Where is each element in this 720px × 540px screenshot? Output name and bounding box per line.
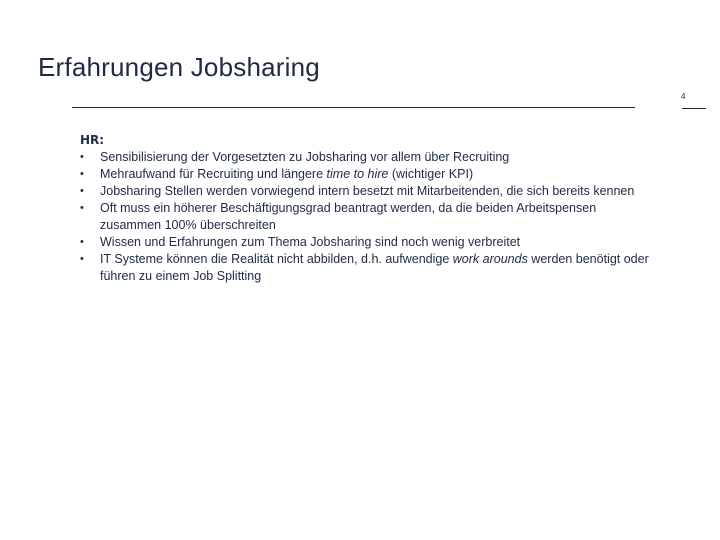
- section-label: HR:: [80, 133, 105, 147]
- bullet-list: [80, 149, 650, 285]
- item-text-after: (wichtiger KPI): [388, 167, 474, 181]
- bullet-icon: •: [80, 185, 84, 197]
- page-number-underline: [682, 108, 706, 109]
- item-text: Sensibilisierung der Vorgesetzten zu Jobsharing vor allem über Recruiting: [100, 150, 510, 164]
- page-number: 4: [681, 92, 686, 101]
- item-text: Mehraufwand für Recruiting und längere: [100, 167, 327, 181]
- item-emphasis: time to hire: [326, 167, 389, 181]
- title-divider: [72, 107, 635, 108]
- item-text: Wissen und Erfahrungen zum Thema Jobsharing sind noch wenig verbreitet: [100, 235, 521, 249]
- item-emphasis: work arounds: [452, 252, 528, 266]
- list-item: [80, 200, 650, 234]
- item-text: Oft muss ein höherer Beschäftigungsgrad beantragt werden, da die beiden Arbeitspensen zusammen 100% überschreiten: [100, 201, 597, 232]
- bullet-icon: •: [80, 236, 84, 248]
- content-body: [80, 132, 650, 285]
- bullet-icon: •: [80, 151, 84, 163]
- list-item: [80, 166, 650, 183]
- item-text: Jobsharing Stellen werden vorwiegend intern besetzt mit Mitarbeitenden, die sich bereits kennen: [100, 184, 635, 198]
- bullet-icon: •: [80, 168, 84, 180]
- item-text: IT Systeme können die Realität nicht abbilden, d.h. aufwendige: [100, 252, 453, 266]
- list-item: [80, 183, 650, 200]
- list-item: [80, 251, 650, 285]
- item-text-after: werden benötigt oder führen zu einem Job Splitting: [100, 252, 649, 283]
- list-item: [80, 149, 650, 166]
- bullet-icon: •: [80, 253, 84, 265]
- bullet-icon: •: [80, 202, 84, 214]
- slide-title: Erfahrungen Jobsharing: [38, 52, 320, 82]
- list-item: [80, 234, 650, 251]
